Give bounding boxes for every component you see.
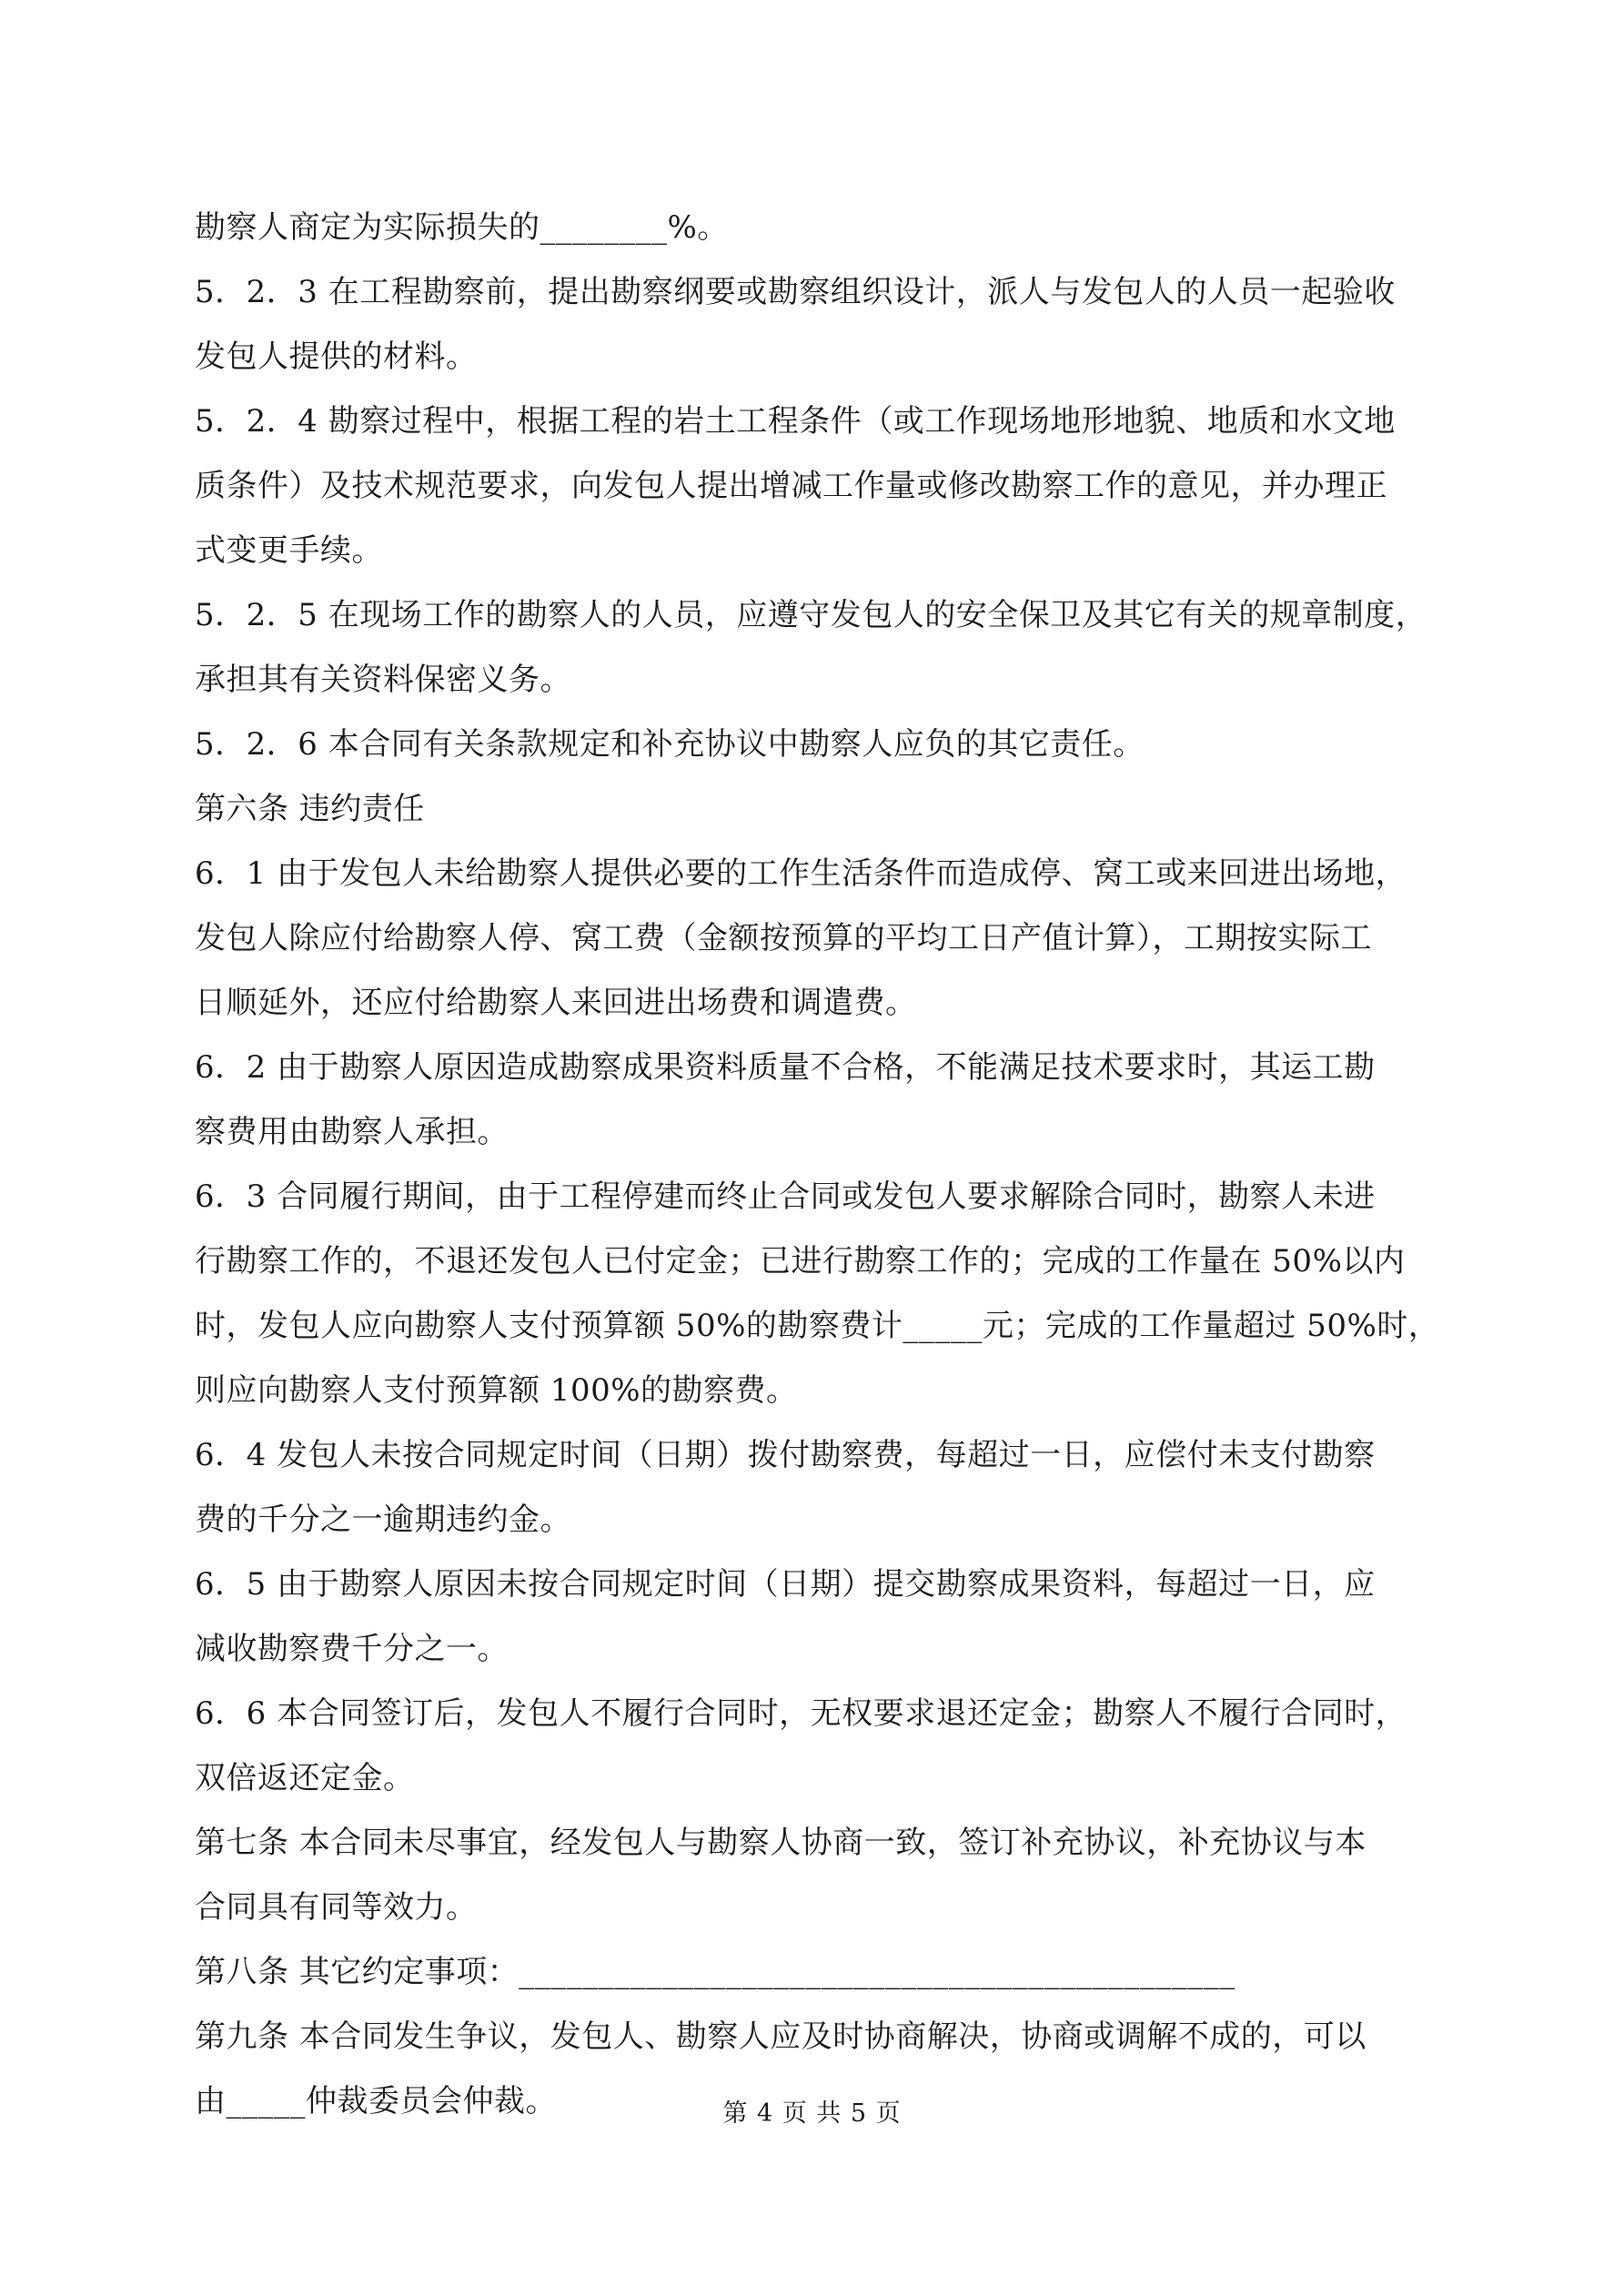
text-line: 5．2．6 本合同有关条款规定和补充协议中勘察人应负的其它责任。 (195, 726, 1145, 763)
text-line: 由_____仲裁委员会仲裁。 (195, 2083, 557, 2119)
text-line: 第六条 违约责任 (195, 791, 425, 827)
text-line: 第八条 其它约定事项：_____________________________________________ (195, 1954, 1236, 1990)
text-line: 发包人提供的材料。 (195, 339, 478, 375)
text-line: 5．2．4 勘察过程中，根据工程的岩土工程条件（或工作现场地形地貌、地质和水文地 (195, 403, 1396, 440)
text-line: 6．4 发包人未按合同规定时间（日期）拨付勘察费，每超过一日，应偿付未支付勘察 (195, 1437, 1376, 1473)
text-line: 6．2 由于勘察人原因造成勘察成果资料质量不合格，不能满足技术要求时，其运工勘 (195, 1049, 1376, 1086)
text-line: 行勘察工作的，不退还发包人已付定金；已进行勘察工作的；完成的工作量在 50%以内 (195, 1243, 1406, 1279)
text-line: 6．6 本合同签订后，发包人不履行合同时，无权要求退还定金；勘察人不履行合同时， (195, 1695, 1407, 1732)
text-line: 双倍返还定金。 (195, 1760, 415, 1796)
text-line: 6．5 由于勘察人原因未按合同规定时间（日期）提交勘察成果资料，每超过一日，应 (195, 1566, 1376, 1603)
text-line: 则应向勘察人支付预算额 100%的勘察费。 (195, 1372, 798, 1409)
text-line: 承担其有关资料保密义务。 (195, 662, 571, 698)
text-line: 第七条 本合同未尽事宜，经发包人与勘察人协商一致，签订补充协议，补充协议与本 (195, 1825, 1367, 1861)
text-line: 6．1 由于发包人未给勘察人提供必要的工作生活条件而造成停、窝工或来回进出场地， (195, 855, 1407, 892)
text-line: 发包人除应付给勘察人停、窝工费（金额按预算的平均工日产值计算），工期按实际工 (195, 920, 1372, 956)
text-line: 日顺延外，还应付给勘察人来回进出场费和调遣费。 (195, 985, 917, 1021)
document-body (195, 196, 1450, 2134)
text-line: 质条件）及技术规范要求，向发包人提出增减工作量或修改勘察工作的意见，并办理正 (195, 468, 1387, 504)
text-line: 5．2．3 在工程勘察前，提出勘察纲要或勘察组织设计，派人与发包人的人员一起验收 (195, 274, 1396, 310)
text-line: 式变更手续。 (195, 532, 383, 569)
text-line: 5．2．5 在现场工作的勘察人的人员，应遵守发包人的安全保卫及其它有关的规章制度， (195, 597, 1427, 633)
page-footer: 第 4 页 共 5 页 (722, 2099, 902, 2128)
text-line: 察费用由勘察人承担。 (195, 1114, 509, 1150)
text-line: 勘察人商定为实际损失的________%。 (195, 209, 729, 246)
text-line: 6．3 合同履行期间，由于工程停建而终止合同或发包人要求解除合同时，勘察人未进 (195, 1178, 1376, 1215)
text-line: 合同具有同等效力。 (195, 1889, 478, 1926)
text-line: 时，发包人应向勘察人支付预算额 50%的勘察费计_____元；完成的工作量超过 50%时， (195, 1308, 1440, 1344)
text-line: 费的千分之一逾期违约金。 (195, 1502, 571, 1538)
text-line: 第九条 本合同发生争议，发包人、勘察人应及时协商解决，协商或调解不成的，可以 (195, 2018, 1367, 2055)
text-line: 减收勘察费千分之一。 (195, 1631, 509, 1667)
